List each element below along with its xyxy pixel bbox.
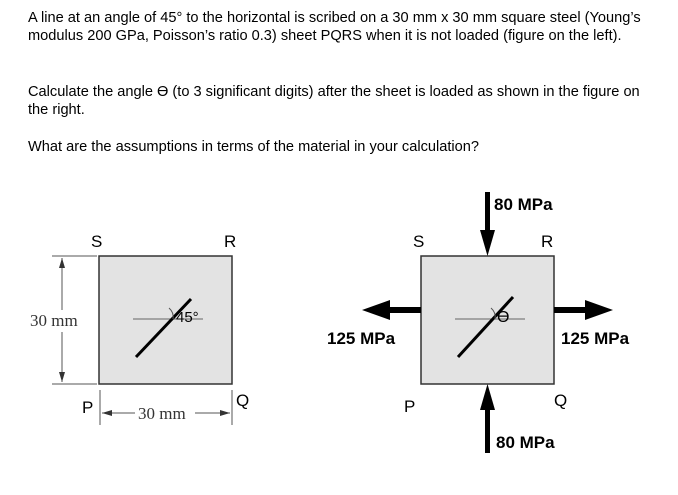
right-load-label: 125 MPa — [561, 329, 630, 348]
left-load-label: 125 MPa — [327, 329, 396, 348]
problem-paragraph-2: Calculate the angle ϴ (to 3 significant digits) after the sheet is loaded as shown in the figure on the right. — [28, 84, 640, 118]
height-dimension: 30 mm — [30, 311, 78, 330]
top-load-label: 80 MPa — [494, 195, 553, 214]
label-q-right: Q — [554, 391, 568, 410]
label-q-left: Q — [236, 391, 250, 410]
problem-paragraph-3: What are the assumptions in terms of the material in your calculation? — [28, 139, 479, 155]
left-figure — [52, 256, 232, 425]
right-figure — [362, 192, 613, 453]
loaded-sheet — [421, 256, 554, 384]
label-p-right: P — [404, 397, 416, 416]
label-s-left: S — [91, 232, 103, 251]
problem-paragraph-1: A line at an angle of 45° to the horizontal is scribed on a 30 mm x 30 mm square steel (Young’s modulus 200 GPa, Poisson’s ratio 0.3) sheet PQRS when it is not loaded (figure on the left). — [28, 10, 641, 44]
label-r-right: R — [541, 232, 554, 251]
angle-label-45: 45° — [176, 309, 199, 326]
label-s-right: S — [413, 232, 425, 251]
unloaded-sheet — [99, 256, 232, 384]
bottom-load-label: 80 MPa — [496, 433, 555, 452]
width-dimension: 30 mm — [138, 404, 186, 423]
label-r-left: R — [224, 232, 237, 251]
angle-label-theta: ϴ — [497, 309, 510, 326]
label-p-left: P — [82, 398, 94, 417]
